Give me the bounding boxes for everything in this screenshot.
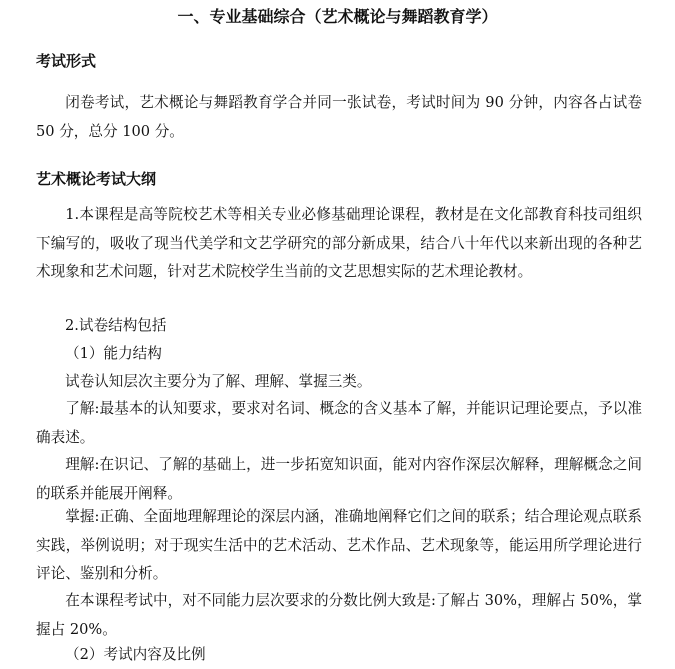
exam-structure-item: 2.试卷结构包括 <box>65 317 167 334</box>
master-paragraph: 掌握:正确、全面地理解理论的深层内涵，准确地阐释它们之间的联系；结合理论观点联系实践，举例说明；对于现实生活中的艺术活动、艺术作品、艺术现象等，能运用所学理论进行评论、鉴别和分析。 <box>36 508 642 582</box>
ability-structure-subitem: （1）能力结构 <box>65 345 162 362</box>
exam-format-paragraph: 闭卷考试，艺术概论与舞蹈教育学合并同一张试卷，考试时间为 90 分钟，内容各占试卷 50 分，总分 100 分。 <box>36 94 642 140</box>
comprehend-paragraph: 理解:在识记、了解的基础上，进一步拓宽知识面，能对内容作深层次解释，理解概念之间的联系并能展开阐释。 <box>36 456 642 502</box>
exam-format-heading: 考试形式 <box>36 52 97 70</box>
content-proportion-subitem: （2）考试内容及比例 <box>65 646 206 663</box>
document-title: 一、专业基础综合（艺术概论与舞蹈教育学） <box>177 7 498 26</box>
course-description-paragraph: 1.本课程是高等院校艺术等相关专业必修基础理论课程，教材是在文化部教育科技司组织下编写的，吸收了现当代美学和文艺学研究的部分新成果，结合八十年代以来新出现的各种艺术现象和艺术问题，针对艺术院校学生当前的文艺思想实际的艺术理论教材。 <box>36 206 642 280</box>
understand-basic-paragraph: 了解:最基本的认知要求，要求对名词、概念的含义基本了解，并能识记理论要点，予以准确表述。 <box>36 400 642 446</box>
cognitive-levels-intro: 试卷认知层次主要分为了解、理解、掌握三类。 <box>65 373 372 390</box>
syllabus-heading: 艺术概论考试大纲 <box>36 170 157 188</box>
score-ratio-paragraph: 在本课程考试中，对不同能力层次要求的分数比例大致是:了解占 30%，理解占 50%，掌握占 20%。 <box>36 592 642 638</box>
